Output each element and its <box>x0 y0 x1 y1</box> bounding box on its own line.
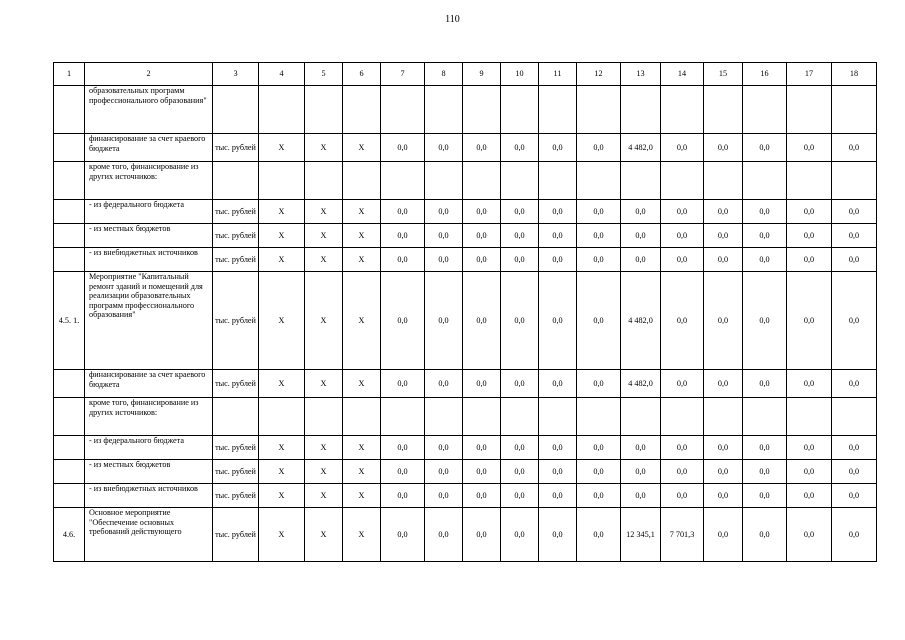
value-cell: 0,0 <box>381 508 425 562</box>
value-cell: 0,0 <box>501 248 539 272</box>
value-cell <box>743 162 787 200</box>
value-cell <box>381 162 425 200</box>
item-number-cell <box>54 86 85 134</box>
value-cell <box>577 162 621 200</box>
value-cell: 0,0 <box>463 224 501 248</box>
value-cell: 0,0 <box>832 134 877 162</box>
value-cell <box>343 398 381 436</box>
table-row <box>54 460 877 484</box>
value-cell <box>463 162 501 200</box>
value-cell <box>343 86 381 134</box>
table-row <box>54 484 877 508</box>
value-cell: 0,0 <box>743 224 787 248</box>
value-cell: 0,0 <box>704 134 743 162</box>
value-cell: 0,0 <box>661 272 704 370</box>
value-cell <box>577 398 621 436</box>
value-cell: 0,0 <box>501 134 539 162</box>
value-cell: 0,0 <box>425 200 463 224</box>
value-cell: 0,0 <box>539 224 577 248</box>
value-cell: тыс. рублей <box>213 436 259 460</box>
budget-table <box>53 62 877 562</box>
value-cell: 0,0 <box>621 200 661 224</box>
value-cell: 0,0 <box>832 370 877 398</box>
value-cell <box>621 398 661 436</box>
value-cell: 0,0 <box>704 224 743 248</box>
value-cell: 0,0 <box>381 460 425 484</box>
item-number-cell <box>54 484 85 508</box>
value-cell: X <box>259 484 305 508</box>
value-cell: 0,0 <box>381 484 425 508</box>
value-cell: 0,0 <box>704 272 743 370</box>
item-number-cell <box>54 436 85 460</box>
value-cell: X <box>305 460 343 484</box>
item-number-cell <box>54 370 85 398</box>
header-cell: 2 <box>85 63 213 86</box>
value-cell: X <box>343 370 381 398</box>
value-cell <box>743 86 787 134</box>
table-row <box>54 162 877 200</box>
value-cell <box>704 162 743 200</box>
value-cell: X <box>259 248 305 272</box>
value-cell: X <box>343 484 381 508</box>
item-number-cell <box>54 162 85 200</box>
value-cell: X <box>343 436 381 460</box>
value-cell <box>661 86 704 134</box>
table-row <box>54 272 877 370</box>
value-cell <box>213 162 259 200</box>
value-cell: 0,0 <box>787 200 832 224</box>
value-cell: 0,0 <box>425 272 463 370</box>
item-number-cell <box>54 224 85 248</box>
value-cell: 0,0 <box>577 134 621 162</box>
value-cell: тыс. рублей <box>213 508 259 562</box>
value-cell: 0,0 <box>463 134 501 162</box>
description-cell: образовательных программ профессионального образования" <box>85 86 213 134</box>
value-cell <box>621 162 661 200</box>
value-cell: 0,0 <box>743 508 787 562</box>
value-cell: X <box>305 484 343 508</box>
value-cell <box>425 162 463 200</box>
value-cell <box>305 398 343 436</box>
value-cell: 0,0 <box>621 460 661 484</box>
value-cell <box>661 162 704 200</box>
value-cell: X <box>305 272 343 370</box>
value-cell: 0,0 <box>539 484 577 508</box>
value-cell <box>787 398 832 436</box>
value-cell: тыс. рублей <box>213 370 259 398</box>
item-number-cell <box>54 248 85 272</box>
value-cell: 0,0 <box>425 484 463 508</box>
value-cell: 0,0 <box>463 248 501 272</box>
value-cell: 0,0 <box>704 436 743 460</box>
value-cell: 0,0 <box>787 436 832 460</box>
value-cell: X <box>343 508 381 562</box>
value-cell: тыс. рублей <box>213 200 259 224</box>
value-cell: 0,0 <box>787 370 832 398</box>
value-cell: 0,0 <box>704 370 743 398</box>
header-cell: 6 <box>343 63 381 86</box>
value-cell <box>577 86 621 134</box>
value-cell: 0,0 <box>539 436 577 460</box>
value-cell <box>343 162 381 200</box>
description-cell: - из внебюджетных источников <box>85 484 213 508</box>
header-cell: 17 <box>787 63 832 86</box>
description-cell: финансирование за счет краевого бюджета <box>85 134 213 162</box>
value-cell: 0,0 <box>501 200 539 224</box>
value-cell: 0,0 <box>577 508 621 562</box>
value-cell: 0,0 <box>832 200 877 224</box>
value-cell: 0,0 <box>425 436 463 460</box>
value-cell: 4 482,0 <box>621 370 661 398</box>
value-cell: 0,0 <box>704 200 743 224</box>
value-cell: 0,0 <box>577 436 621 460</box>
value-cell: 0,0 <box>743 484 787 508</box>
header-cell: 3 <box>213 63 259 86</box>
value-cell: 0,0 <box>539 508 577 562</box>
value-cell: 0,0 <box>704 508 743 562</box>
value-cell: X <box>343 200 381 224</box>
value-cell: X <box>259 436 305 460</box>
value-cell: 0,0 <box>381 134 425 162</box>
value-cell: 0,0 <box>661 134 704 162</box>
header-cell: 15 <box>704 63 743 86</box>
value-cell: 0,0 <box>787 224 832 248</box>
value-cell: 0,0 <box>463 436 501 460</box>
value-cell: 0,0 <box>621 436 661 460</box>
value-cell: 0,0 <box>787 508 832 562</box>
value-cell: X <box>305 200 343 224</box>
value-cell: 0,0 <box>425 248 463 272</box>
value-cell: 0,0 <box>743 370 787 398</box>
value-cell <box>661 398 704 436</box>
value-cell: 0,0 <box>661 224 704 248</box>
value-cell: X <box>259 134 305 162</box>
value-cell: 0,0 <box>661 248 704 272</box>
header-cell: 8 <box>425 63 463 86</box>
description-cell: Основное мероприятие "Обеспечение основных требований действующего <box>85 508 213 562</box>
value-cell: 0,0 <box>501 436 539 460</box>
value-cell: 0,0 <box>425 460 463 484</box>
table-row <box>54 134 877 162</box>
value-cell <box>259 162 305 200</box>
value-cell: 0,0 <box>501 460 539 484</box>
value-cell: тыс. рублей <box>213 460 259 484</box>
value-cell <box>381 86 425 134</box>
description-cell: - из местных бюджетов <box>85 460 213 484</box>
value-cell <box>539 398 577 436</box>
value-cell: 0,0 <box>425 370 463 398</box>
value-cell: 0,0 <box>832 484 877 508</box>
value-cell <box>621 86 661 134</box>
value-cell: X <box>305 224 343 248</box>
value-cell: 0,0 <box>381 272 425 370</box>
table-row <box>54 224 877 248</box>
value-cell: 0,0 <box>661 370 704 398</box>
value-cell: 0,0 <box>539 200 577 224</box>
value-cell: 0,0 <box>463 484 501 508</box>
value-cell: 0,0 <box>577 200 621 224</box>
value-cell: 0,0 <box>661 484 704 508</box>
header-cell: 11 <box>539 63 577 86</box>
value-cell: 0,0 <box>661 200 704 224</box>
value-cell: тыс. рублей <box>213 134 259 162</box>
table-row <box>54 398 877 436</box>
value-cell: 0,0 <box>832 272 877 370</box>
value-cell <box>832 398 877 436</box>
value-cell: X <box>259 224 305 248</box>
value-cell <box>704 398 743 436</box>
header-cell: 10 <box>501 63 539 86</box>
table-row <box>54 508 877 562</box>
value-cell <box>305 162 343 200</box>
value-cell <box>787 86 832 134</box>
value-cell: 0,0 <box>832 508 877 562</box>
value-cell: 0,0 <box>463 272 501 370</box>
value-cell: 0,0 <box>539 272 577 370</box>
value-cell <box>501 162 539 200</box>
header-cell: 12 <box>577 63 621 86</box>
value-cell: X <box>305 248 343 272</box>
value-cell: 0,0 <box>425 134 463 162</box>
table-row <box>54 200 877 224</box>
description-cell: - из федерального бюджета <box>85 200 213 224</box>
description-cell: кроме того, финансирование из других источников: <box>85 398 213 436</box>
value-cell: 0,0 <box>539 248 577 272</box>
value-cell <box>743 398 787 436</box>
value-cell: 0,0 <box>704 484 743 508</box>
value-cell: 0,0 <box>832 460 877 484</box>
description-cell: кроме того, финансирование из других источников: <box>85 162 213 200</box>
value-cell: 0,0 <box>381 200 425 224</box>
item-number-cell <box>54 200 85 224</box>
item-number-cell <box>54 134 85 162</box>
value-cell: 0,0 <box>539 460 577 484</box>
value-cell: 0,0 <box>787 248 832 272</box>
value-cell: 0,0 <box>787 272 832 370</box>
value-cell: 0,0 <box>787 134 832 162</box>
value-cell: X <box>343 272 381 370</box>
description-cell: Мероприятие "Капитальный ремонт зданий и помещений для реализации образовательных программ профессионального образования" <box>85 272 213 370</box>
value-cell: 0,0 <box>577 224 621 248</box>
value-cell: тыс. рублей <box>213 248 259 272</box>
value-cell: X <box>259 200 305 224</box>
value-cell: 0,0 <box>501 224 539 248</box>
description-cell: - из внебюджетных источников <box>85 248 213 272</box>
value-cell: 4 482,0 <box>621 272 661 370</box>
value-cell: 0,0 <box>501 370 539 398</box>
value-cell: X <box>305 370 343 398</box>
value-cell: 0,0 <box>577 248 621 272</box>
value-cell: X <box>305 436 343 460</box>
value-cell: 0,0 <box>381 224 425 248</box>
value-cell <box>832 162 877 200</box>
value-cell: X <box>259 508 305 562</box>
value-cell: 0,0 <box>381 370 425 398</box>
value-cell: X <box>343 224 381 248</box>
value-cell <box>539 86 577 134</box>
value-cell: 0,0 <box>463 508 501 562</box>
value-cell: 0,0 <box>501 508 539 562</box>
value-cell: X <box>305 134 343 162</box>
value-cell: 0,0 <box>704 248 743 272</box>
value-cell: 12 345,1 <box>621 508 661 562</box>
value-cell: 0,0 <box>743 248 787 272</box>
description-cell: - из федерального бюджета <box>85 436 213 460</box>
value-cell <box>305 86 343 134</box>
value-cell <box>259 86 305 134</box>
header-cell: 13 <box>621 63 661 86</box>
value-cell <box>787 162 832 200</box>
value-cell: 0,0 <box>832 248 877 272</box>
value-cell: 0,0 <box>381 436 425 460</box>
header-cell: 1 <box>54 63 85 86</box>
value-cell: 0,0 <box>539 370 577 398</box>
value-cell: X <box>259 460 305 484</box>
value-cell <box>425 86 463 134</box>
table-row <box>54 370 877 398</box>
value-cell: X <box>343 134 381 162</box>
table-row <box>54 248 877 272</box>
value-cell: X <box>343 248 381 272</box>
value-cell: X <box>259 272 305 370</box>
value-cell <box>704 86 743 134</box>
value-cell: 0,0 <box>425 224 463 248</box>
value-cell <box>832 86 877 134</box>
value-cell: 0,0 <box>743 200 787 224</box>
value-cell: 0,0 <box>463 200 501 224</box>
description-cell: финансирование за счет краевого бюджета <box>85 370 213 398</box>
header-cell: 16 <box>743 63 787 86</box>
value-cell: 0,0 <box>787 484 832 508</box>
page-number: 110 <box>445 14 460 25</box>
value-cell: 0,0 <box>832 224 877 248</box>
value-cell <box>539 162 577 200</box>
value-cell: 0,0 <box>661 436 704 460</box>
value-cell: 0,0 <box>621 484 661 508</box>
item-number-cell: 4.5. 1. <box>54 272 85 370</box>
value-cell: 0,0 <box>463 370 501 398</box>
item-number-cell <box>54 398 85 436</box>
value-cell: тыс. рублей <box>213 484 259 508</box>
header-cell: 5 <box>305 63 343 86</box>
value-cell: 0,0 <box>743 272 787 370</box>
value-cell: 7 701,3 <box>661 508 704 562</box>
table-row <box>54 86 877 134</box>
table-header-row <box>54 63 877 86</box>
item-number-cell <box>54 460 85 484</box>
header-cell: 9 <box>463 63 501 86</box>
value-cell: 4 482,0 <box>621 134 661 162</box>
value-cell <box>213 398 259 436</box>
header-cell: 14 <box>661 63 704 86</box>
value-cell: 0,0 <box>463 460 501 484</box>
value-cell <box>463 86 501 134</box>
value-cell: тыс. рублей <box>213 272 259 370</box>
value-cell <box>259 398 305 436</box>
value-cell <box>463 398 501 436</box>
value-cell: 0,0 <box>501 272 539 370</box>
item-number-cell: 4.6. <box>54 508 85 562</box>
value-cell: 0,0 <box>425 508 463 562</box>
value-cell: X <box>343 460 381 484</box>
value-cell <box>501 86 539 134</box>
value-cell: 0,0 <box>704 460 743 484</box>
value-cell: 0,0 <box>621 248 661 272</box>
header-cell: 18 <box>832 63 877 86</box>
description-cell: - из местных бюджетов <box>85 224 213 248</box>
value-cell: 0,0 <box>787 460 832 484</box>
value-cell: 0,0 <box>661 460 704 484</box>
value-cell: X <box>305 508 343 562</box>
value-cell: 0,0 <box>577 484 621 508</box>
header-cell: 7 <box>381 63 425 86</box>
value-cell: 0,0 <box>539 134 577 162</box>
value-cell: тыс. рублей <box>213 224 259 248</box>
value-cell: 0,0 <box>501 484 539 508</box>
value-cell: 0,0 <box>577 460 621 484</box>
value-cell <box>425 398 463 436</box>
value-cell <box>501 398 539 436</box>
value-cell: 0,0 <box>743 134 787 162</box>
value-cell: X <box>259 370 305 398</box>
table-row <box>54 436 877 460</box>
value-cell: 0,0 <box>743 436 787 460</box>
value-cell: 0,0 <box>621 224 661 248</box>
header-cell: 4 <box>259 63 305 86</box>
value-cell: 0,0 <box>743 460 787 484</box>
value-cell: 0,0 <box>381 248 425 272</box>
value-cell <box>213 86 259 134</box>
value-cell: 0,0 <box>577 272 621 370</box>
value-cell <box>381 398 425 436</box>
value-cell: 0,0 <box>832 436 877 460</box>
value-cell: 0,0 <box>577 370 621 398</box>
